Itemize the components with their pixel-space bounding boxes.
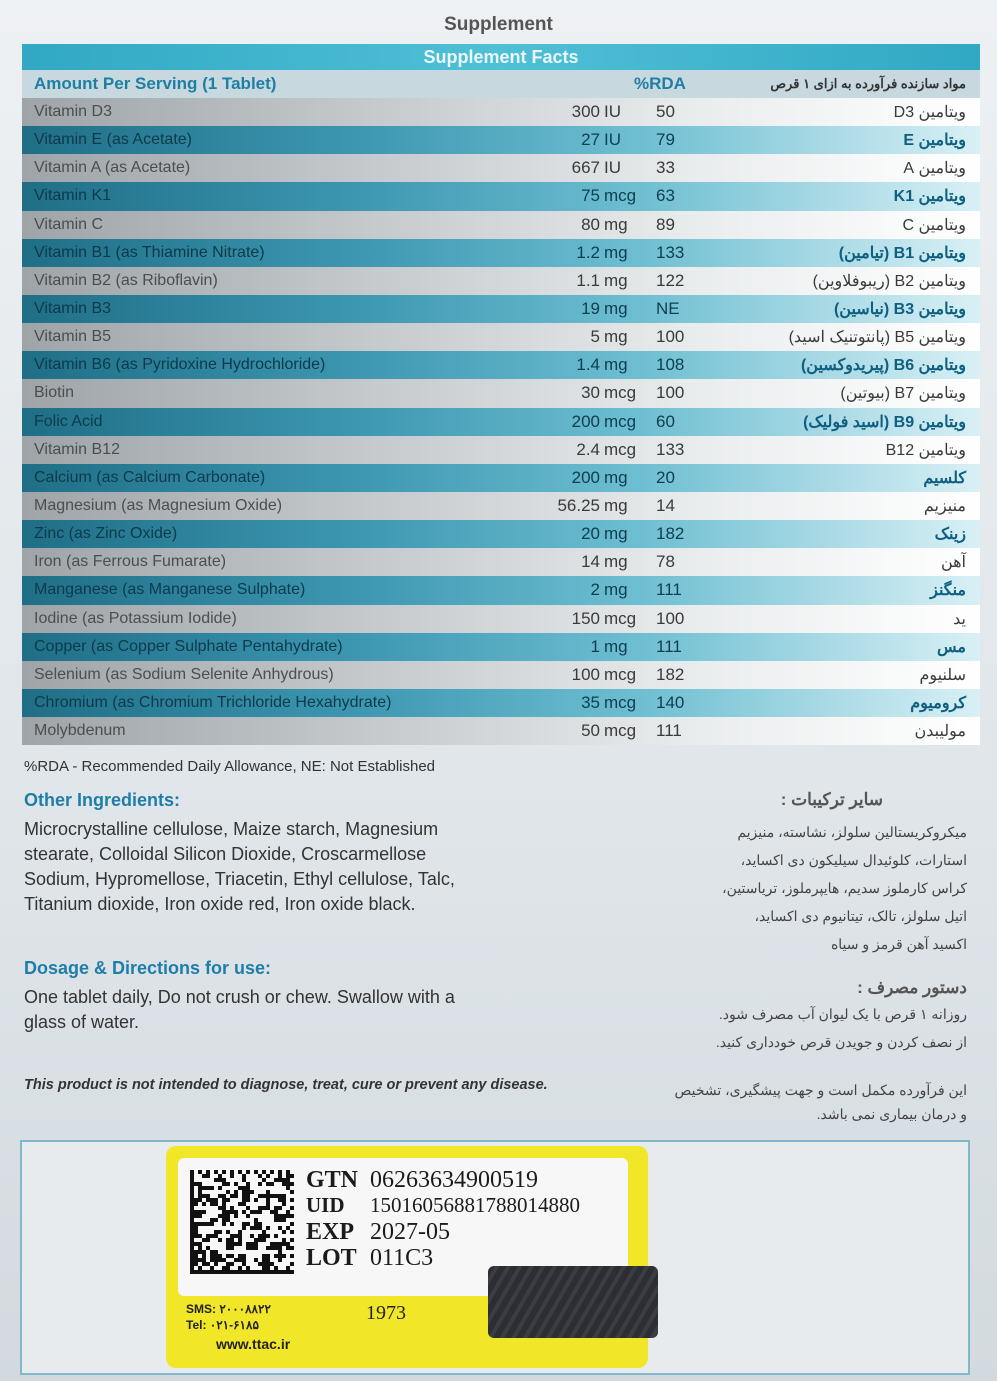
dosage-line: glass of water.: [24, 1012, 140, 1032]
nutrient-amount: 1.1: [576, 270, 600, 290]
supplement-facts-table: [22, 44, 980, 745]
dosage-line: One tablet daily, Do not crush or chew. Swallow with a: [24, 987, 455, 1007]
nutrient-rda: 60: [656, 411, 675, 431]
lot-line: [306, 1245, 433, 1272]
nutrient-fa-name: ویتامین B12: [885, 441, 966, 459]
ingredient-line: Sodium, Hypromellose, Triacetin, Ethyl cellulose, Talc,: [24, 869, 455, 889]
nutrient-amount: 5: [590, 327, 600, 347]
nutrient-unit: mcg: [604, 186, 637, 206]
nutrient-unit: mg: [604, 467, 628, 487]
nutrient-fa-name: زینک: [934, 526, 966, 544]
nutrient-amount: 35: [581, 693, 600, 713]
fa-ingredient-line: اکسید آهن قرمز و سیاه: [830, 936, 967, 952]
nutrient-name: Vitamin C: [34, 215, 104, 233]
fa-ingredient-line: استارات، کلوئیدال سیلیکون دی اکساید،: [740, 852, 967, 868]
table-row: [22, 661, 980, 689]
nutrient-amount: 150: [571, 608, 600, 628]
table-row: [22, 154, 980, 182]
nutrient-unit: mcg: [604, 664, 637, 684]
nutrient-rda: 122: [656, 270, 685, 290]
table-row: [22, 379, 980, 407]
nutrient-name: Vitamin K1: [34, 187, 112, 205]
nutrient-rda: 63: [656, 186, 675, 206]
nutrient-name: Chromium (as Chromium Trichloride Hexahydrate): [34, 694, 392, 712]
nutrient-amount: 100: [571, 664, 600, 684]
table-row: [22, 211, 980, 239]
table-row: [22, 464, 980, 492]
nutrient-amount: 2.4: [576, 439, 600, 459]
uid-key: UID: [306, 1193, 345, 1217]
nutrient-amount: 27: [581, 130, 600, 150]
fa-dosage-line: روزانه ۱ قرص با یک لیوان آب مصرف شود.: [718, 1006, 967, 1022]
nutrient-unit: mg: [604, 552, 628, 572]
nutrient-unit: mg: [604, 214, 628, 234]
nutrient-rda: 79: [656, 130, 675, 150]
nutrient-rda: 78: [656, 552, 675, 572]
nutrient-name: Zinc (as Zinc Oxide): [34, 525, 178, 543]
contact-info: [186, 1301, 271, 1333]
dosage-heading: Dosage & Directions for use:: [24, 958, 272, 978]
table-row: [22, 98, 980, 126]
nutrient-name: Calcium (as Calcium Carbonate): [34, 468, 266, 486]
nutrient-name: Selenium (as Sodium Selenite Anhydrous): [34, 665, 334, 683]
fa-header-label: مواد سازنده فرآورده به ازای ۱ قرص: [770, 76, 966, 91]
table-row: [22, 126, 980, 154]
nutrient-rda: 50: [656, 102, 675, 122]
nutrient-unit: mg: [604, 496, 628, 516]
table-row: [22, 267, 980, 295]
nutrient-name: Iodine (as Potassium Iodide): [34, 609, 237, 627]
nutrient-fa-name: مولیبدن: [914, 723, 966, 741]
nutrient-unit: mg: [604, 270, 628, 290]
table-row: [22, 408, 980, 436]
nutrient-unit: mg: [604, 242, 628, 262]
table-row: [22, 351, 980, 379]
table-row: [22, 633, 980, 661]
table-row: [22, 239, 980, 267]
fa-disclaimer-line: این فرآورده مکمل است و جهت پیشگیری، تشخیص: [674, 1082, 967, 1098]
fa-ingredient-line: کراس کارملوز سدیم، هایپرملوز، تریاستین،: [722, 880, 967, 896]
fa-disclaimer-text: [567, 1078, 967, 1126]
table-row: [22, 323, 980, 351]
nutrient-unit: mcg: [604, 411, 637, 431]
nutrient-fa-name: ویتامین B1 (تیامین): [838, 244, 966, 262]
nutrient-name: Vitamin B3: [34, 300, 112, 318]
nutrient-unit: mcg: [604, 721, 637, 741]
nutrient-amount: 200: [571, 411, 600, 431]
nutrient-unit: mcg: [604, 439, 637, 459]
nutrient-fa-name: آهن: [940, 554, 966, 572]
dosage-text: [24, 985, 455, 1035]
table-row: [22, 492, 980, 520]
gtn-key: GTN: [306, 1167, 359, 1193]
nutrient-amount: 1: [590, 636, 600, 656]
exp-line: [306, 1219, 450, 1246]
table-row: [22, 576, 980, 604]
nutrient-rda: 100: [656, 383, 685, 403]
nutrient-fa-name: ویتامین C: [902, 216, 966, 234]
nutrient-unit: mg: [604, 327, 628, 347]
nutrient-fa-name: کرومیوم: [910, 695, 966, 713]
table-row: [22, 717, 980, 745]
other-ingredients-heading: Other Ingredients:: [24, 790, 181, 810]
nutrient-amount: 56.25: [557, 496, 600, 516]
fa-ingredient-line: میکروکریستالین سلولز، نشاسته، منیزیم: [737, 824, 967, 840]
fa-dosage-line: از نصف کردن و جویدن قرص خودداری کنید.: [715, 1034, 967, 1050]
nutrient-name: Vitamin B2 (as Riboflavin): [34, 271, 218, 289]
rda-column-label: %RDA: [634, 74, 686, 93]
nutrient-name: Molybdenum: [34, 722, 126, 740]
gtn-line: [306, 1167, 538, 1194]
nutrient-name: Vitamin B12: [34, 440, 120, 458]
nutrient-name: Vitamin E (as Acetate): [34, 131, 192, 149]
gtn-value: 06263634900519: [370, 1167, 538, 1193]
nutrient-rda: NE: [656, 299, 680, 319]
nutrient-unit: mg: [604, 636, 628, 656]
fa-dosage-heading: دستور مصرف :: [857, 978, 967, 997]
nutrient-fa-name: ویتامین B5 (پانتوتنیک اسید): [788, 329, 966, 347]
nutrient-amount: 20: [581, 524, 600, 544]
nutrient-fa-name: منیزیم: [923, 498, 966, 516]
nutrient-unit: mcg: [604, 608, 637, 628]
sms-text: SMS: ۲۰۰۰۸۸۲۲: [186, 1302, 271, 1316]
nutrient-rda: 111: [656, 721, 682, 741]
ingredient-line: stearate, Colloidal Silicon Dioxide, Croscarmellose: [24, 844, 427, 864]
nutrient-fa-name: منگنز: [930, 582, 966, 600]
nutrient-amount: 200: [571, 467, 600, 487]
nutrient-unit: mg: [604, 355, 628, 375]
fa-other-ingredients-heading: سایر ترکیبات :: [780, 790, 883, 809]
nutrient-fa-name: کلسیم: [923, 469, 966, 487]
ingredient-line: Titanium dioxide, Iron oxide red, Iron oxide black.: [24, 894, 416, 914]
tel-text: Tel: ۰۲۱-۶۱۸۵: [186, 1318, 259, 1332]
page-title: Supplement: [444, 14, 553, 35]
uid-value: 15016056881788014880: [370, 1193, 580, 1217]
batch-code: 1973: [366, 1302, 406, 1324]
lot-key: LOT: [306, 1245, 357, 1271]
fa-ingredient-line: اتیل سلولز، تالک، تیتانیوم دی اکساید،: [754, 908, 967, 924]
nutrient-amount: 667: [571, 158, 600, 178]
nutrient-name: Biotin: [34, 384, 75, 402]
amount-header-row: [22, 70, 980, 98]
nutrient-unit: IU: [604, 158, 621, 178]
table-row: [22, 182, 980, 210]
nutrient-rda: 100: [656, 608, 685, 628]
nutrient-name: Copper (as Copper Sulphate Pentahydrate): [34, 637, 343, 655]
nutrient-name: Iron (as Ferrous Fumarate): [34, 553, 227, 571]
nutrient-rda: 111: [656, 580, 682, 600]
nutrient-amount: 19: [581, 299, 600, 319]
nutrient-name: Folic Acid: [34, 412, 103, 430]
table-row: [22, 436, 980, 464]
nutrient-fa-name: ویتامین A: [903, 160, 966, 178]
nutrient-unit: mcg: [604, 693, 637, 713]
nutrient-rda: 89: [656, 214, 675, 234]
exp-value: 2027-05: [370, 1219, 450, 1245]
datamatrix-code-icon: [190, 1170, 294, 1274]
nutrient-rda: 140: [656, 693, 685, 713]
lot-value: 011C3: [370, 1245, 434, 1271]
nutrient-fa-name: ید: [953, 610, 966, 628]
nutrient-rda: 108: [656, 355, 685, 375]
amount-per-serving-label: Amount Per Serving (1 Tablet): [34, 74, 277, 93]
nutrient-fa-name: مس: [937, 638, 966, 656]
nutrient-rda: 111: [656, 636, 682, 656]
nutrient-amount: 80: [581, 214, 600, 234]
nutrient-fa-name: ویتامین D3: [893, 104, 966, 122]
disclaimer-text: This product is not intended to diagnose, treat, cure or prevent any disease.: [24, 1077, 548, 1093]
nutrient-unit: mcg: [604, 383, 637, 403]
nutrient-rows: [22, 98, 980, 745]
nutrient-unit: mg: [604, 299, 628, 319]
scratch-panel: [488, 1266, 658, 1338]
website-text: www.ttac.ir: [216, 1336, 291, 1352]
nutrient-fa-name: ویتامین E: [903, 132, 966, 150]
nutrient-amount: 75: [581, 186, 600, 206]
table-row: [22, 295, 980, 323]
nutrient-amount: 50: [581, 721, 600, 741]
nutrient-rda: 20: [656, 467, 675, 487]
nutrient-unit: IU: [604, 102, 621, 122]
nutrient-fa-name: ویتامین B7 (بیوتین): [840, 385, 966, 403]
ingredient-line: Microcrystalline cellulose, Maize starch, Magnesium: [24, 819, 439, 839]
nutrient-fa-name: ویتامین B9 (اسید فولیک): [803, 413, 966, 431]
nutrient-rda: 133: [656, 242, 685, 262]
nutrient-rda: 182: [656, 664, 685, 684]
nutrient-fa-name: ویتامین B6 (پیریدوکسین): [800, 357, 966, 375]
rda-footnote: %RDA - Recommended Daily Allowance, NE: Not Established: [24, 758, 436, 775]
nutrient-rda: 182: [656, 524, 685, 544]
nutrient-name: Magnesium (as Magnesium Oxide): [34, 497, 283, 515]
nutrient-rda: 14: [656, 496, 675, 516]
nutrient-name: Vitamin B1 (as Thiamine Nitrate): [34, 243, 265, 261]
other-ingredients-text: [24, 817, 455, 917]
table-row: [22, 520, 980, 548]
nutrient-rda: 33: [656, 158, 675, 178]
nutrient-fa-name: ویتامین B3 (نیاسین): [833, 301, 966, 319]
table-row: [22, 689, 980, 717]
nutrient-fa-name: ویتامین K1: [893, 188, 966, 206]
fa-dosage-text: [567, 1000, 967, 1056]
nutrient-amount: 1.2: [576, 242, 600, 262]
uid-line: [306, 1193, 580, 1218]
nutrient-amount: 14: [581, 552, 600, 572]
fa-disclaimer-line: و درمان بیماری نمی باشد.: [816, 1106, 967, 1122]
nutrient-rda: 100: [656, 327, 685, 347]
nutrient-fa-name: سلنیوم: [919, 666, 966, 684]
table-row: [22, 605, 980, 633]
nutrient-amount: 30: [581, 383, 600, 403]
nutrient-unit: mg: [604, 580, 628, 600]
exp-key: EXP: [306, 1219, 354, 1245]
nutrient-name: Vitamin A (as Acetate): [34, 159, 191, 177]
nutrient-amount: 2: [590, 580, 600, 600]
nutrient-rda: 133: [656, 439, 685, 459]
fa-other-ingredients-text: [567, 818, 967, 958]
nutrient-amount: 1.4: [576, 355, 600, 375]
nutrient-name: Manganese (as Manganese Sulphate): [34, 581, 306, 599]
nutrient-name: Vitamin B5: [34, 328, 112, 346]
nutrient-unit: mg: [604, 524, 628, 544]
table-row: [22, 548, 980, 576]
nutrient-name: Vitamin B6 (as Pyridoxine Hydrochloride): [34, 356, 326, 374]
nutrient-name: Vitamin D3: [34, 103, 112, 121]
table-header: Supplement Facts: [22, 44, 980, 70]
nutrient-unit: IU: [604, 130, 621, 150]
nutrient-amount: 300: [571, 102, 600, 122]
nutrient-fa-name: ویتامین B2 (ریبوفلاوین): [812, 272, 966, 290]
